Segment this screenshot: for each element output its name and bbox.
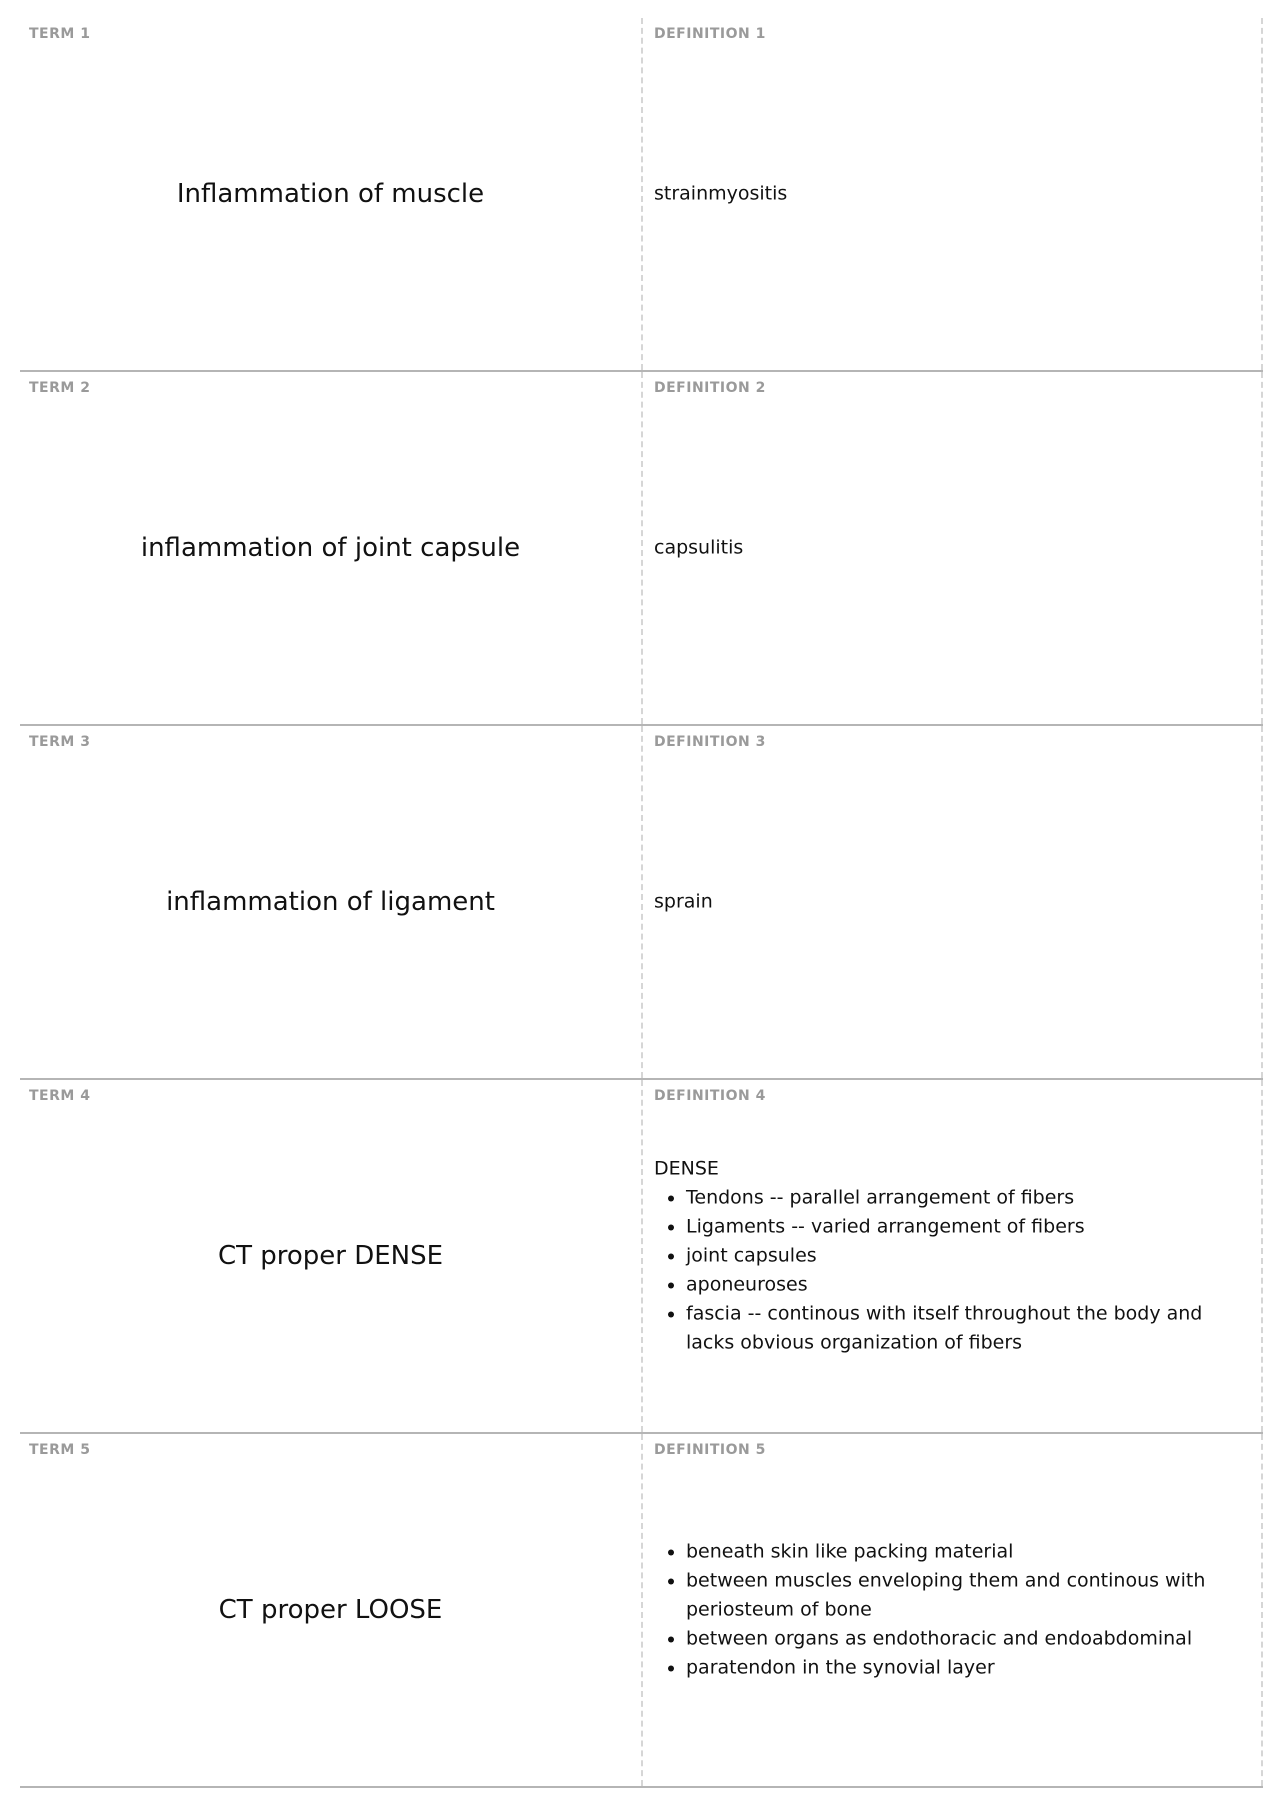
definition-text bbox=[654, 1155, 1221, 1358]
flashcard-row bbox=[20, 1434, 1263, 1788]
term-text: Inflammation of muscle bbox=[176, 179, 485, 209]
definition-cell bbox=[643, 1080, 1263, 1432]
definition-text: strainmyositis bbox=[654, 182, 788, 205]
term-text: inflammation of ligament bbox=[166, 887, 495, 917]
definition-list bbox=[654, 1538, 1221, 1683]
definition-heading: DENSE bbox=[654, 1157, 719, 1180]
definition-text: sprain bbox=[654, 890, 713, 913]
list-item: • Ligaments -- varied arrangement of fibers bbox=[686, 1213, 1221, 1242]
definition-label: DEFINITION 1 bbox=[654, 26, 766, 42]
term-label: TERM 2 bbox=[29, 380, 91, 396]
definition-text bbox=[654, 1538, 1221, 1683]
list-item: • aponeuroses bbox=[686, 1271, 1221, 1300]
list-item: • fascia -- continous with itself throughout the body and lacks obvious organization of fibers bbox=[686, 1300, 1221, 1358]
definition-cell bbox=[643, 372, 1263, 724]
list-item: • beneath skin like packing material bbox=[686, 1538, 1221, 1567]
flashcard-row bbox=[20, 1080, 1263, 1434]
list-item: • Tendons -- parallel arrangement of fibers bbox=[686, 1184, 1221, 1213]
definition-cell bbox=[643, 726, 1263, 1078]
definition-label: DEFINITION 4 bbox=[654, 1088, 766, 1104]
term-cell bbox=[20, 1434, 643, 1786]
term-text: inflammation of joint capsule bbox=[140, 533, 521, 563]
flashcard-row bbox=[20, 372, 1263, 726]
term-label: TERM 4 bbox=[29, 1088, 91, 1104]
term-label: TERM 3 bbox=[29, 734, 91, 750]
term-cell bbox=[20, 18, 643, 370]
definition-text: capsulitis bbox=[654, 536, 744, 559]
term-cell bbox=[20, 726, 643, 1078]
definition-label: DEFINITION 5 bbox=[654, 1442, 766, 1458]
definition-list bbox=[654, 1184, 1221, 1358]
list-item: • joint capsules bbox=[686, 1242, 1221, 1271]
flashcard-row bbox=[20, 18, 1263, 372]
term-text: CT proper DENSE bbox=[217, 1241, 444, 1271]
definition-label: DEFINITION 2 bbox=[654, 380, 766, 396]
definition-cell bbox=[643, 1434, 1263, 1786]
list-item: • paratendon in the synovial layer bbox=[686, 1654, 1221, 1683]
list-item: • between muscles enveloping them and continous with periosteum of bone bbox=[686, 1567, 1221, 1625]
term-cell bbox=[20, 1080, 643, 1432]
definition-label: DEFINITION 3 bbox=[654, 734, 766, 750]
term-text: CT proper LOOSE bbox=[218, 1595, 443, 1625]
flashcard-row bbox=[20, 726, 1263, 1080]
list-item: • between organs as endothoracic and endoabdominal bbox=[686, 1625, 1221, 1654]
definition-cell bbox=[643, 18, 1263, 370]
term-cell bbox=[20, 372, 643, 724]
term-label: TERM 1 bbox=[29, 26, 91, 42]
term-label: TERM 5 bbox=[29, 1442, 91, 1458]
flashcard-sheet bbox=[20, 18, 1263, 1788]
